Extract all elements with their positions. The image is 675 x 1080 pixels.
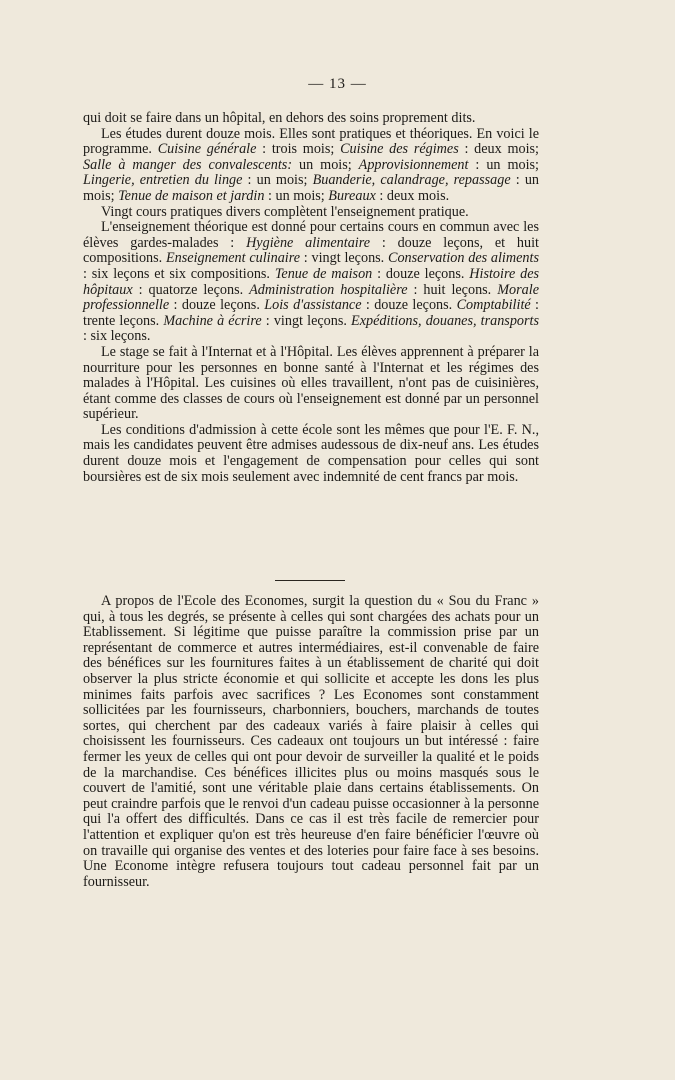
paragraph bbox=[83, 345, 539, 423]
text-run: : un mois; bbox=[83, 172, 540, 204]
section-ecole-economes bbox=[83, 111, 539, 485]
text-run: : six leçons et six compositions. bbox=[83, 265, 275, 282]
text-run: Le stage se fait à l'Internat et à l'Hôpital. Les élèves apprennent à préparer la nourriture pour les personnes en bonne santé à l'Internat et les régimes des malades à l'Hôpital. Les cuisines où elles travaillent, n'ont pas de cuisinières, étant comme des classes de cours où l'enseignement est donné par un personnel supérieur. bbox=[83, 343, 539, 423]
italic-run: Morale professionnelle bbox=[83, 281, 539, 314]
italic-run: Machine à écrire bbox=[163, 312, 262, 329]
text-run: A propos de l'Ecole des Economes, surgit la question du « Sou du Franc » qui, à tous les degrés, se présente à celles qui sont chargées des achats pour un Etablissement. Si légitime que puisse paraître la commission prise par un représentant de commerce et autres intermédiaires, est-il convenable de faire des bénéfices sur les fournitures faites à un établissement de charité qui doit observer la plus stricte économie et qui sollicite et accepte les dons les plus minimes faits parfois avec sacrifices ? Les Economes sont constamment sollicitées par les fournisseurs, charbonniers, bouchers, marchands de toutes sortes, qui cherchent par des cadeaux variés à faire plaisir à celles qui choisissent les fournisseurs. Ces cadeaux ont toujours un but intéressé : faire fermer les yeux de celles qui ont pour devoir de surveiller la qualité et le poids de la marchandise. Ces bénéfices illicites plus ou moins masqués sous le couvert de l'amitié, sont une véritable plaie dans certains établissements. On peut craindre parfois que le renvoi d'un cadeau puisse occasionner à la personne qui l'a offert des difficultés. Dans ce cas il est très facile de remercier pour l'attention et expliquer qu'on est très heureuse d'en faire bénéficier l'œuvre où on travaille qui organise des ventes et des loteries pour faire face à ses besoins. Une Econome intègre refusera toujours tout cadeau personnel fait par un fournisseur. bbox=[83, 593, 539, 890]
section-divider bbox=[275, 580, 345, 581]
text-run: : un mois; bbox=[264, 187, 329, 204]
text-run: : douze leçons. bbox=[169, 297, 265, 314]
text-run: : un mois; bbox=[242, 172, 313, 189]
text-run: qui doit se faire dans un hôpital, en dehors des soins proprement dits. bbox=[83, 110, 476, 126]
italic-run: Tenue de maison et jardin bbox=[118, 187, 265, 204]
paragraph bbox=[83, 111, 539, 127]
text-run: : un mois; bbox=[468, 156, 539, 173]
text-run: : vingt leçons. bbox=[261, 312, 352, 329]
paragraph bbox=[83, 594, 539, 890]
italic-run: Bureaux bbox=[328, 187, 376, 204]
page-number: — 13 — bbox=[308, 76, 367, 92]
italic-run: Cuisine des régimes bbox=[340, 141, 459, 158]
italic-run: Expéditions, douanes, transports bbox=[351, 312, 539, 329]
text-run: L'enseignement théorique est donné pour certains cours en commun avec les élèves gardes-malades : bbox=[83, 219, 539, 251]
italic-run: Hygiène alimentaire bbox=[246, 234, 371, 251]
section-sou-du-franc bbox=[83, 594, 539, 890]
italic-run: Approvisionnement bbox=[358, 156, 469, 173]
italic-run: Comptabilité bbox=[456, 297, 531, 314]
text-run: un mois; bbox=[292, 156, 359, 173]
paragraph bbox=[83, 127, 539, 205]
italic-run: Tenue de maison bbox=[274, 265, 373, 282]
text-run: : douze leçons. bbox=[372, 265, 470, 282]
italic-run: Conservation des aliments bbox=[388, 250, 539, 267]
text-run: Les études durent douze mois. Elles sont pratiques et théoriques. En voici le programme. bbox=[83, 125, 539, 158]
text-run: : huit leçons. bbox=[407, 281, 498, 298]
italic-run: Salle à manger des convalescents: bbox=[83, 156, 293, 173]
text-run: : trente leçons. bbox=[83, 297, 539, 329]
text-run: : six leçons. bbox=[83, 328, 151, 345]
paragraph bbox=[83, 205, 539, 221]
text-run: : douze leçons, et huit compositions. bbox=[83, 234, 539, 267]
italic-run: Histoire des hôpitaux bbox=[83, 265, 540, 298]
italic-run: Administration hospitalière bbox=[249, 281, 408, 298]
italic-run: Lois d'assistance bbox=[264, 297, 362, 314]
italic-run: Lingerie, entretien du linge bbox=[83, 172, 243, 189]
italic-run: Cuisine générale bbox=[157, 141, 257, 158]
text-run: : vingt leçons. bbox=[300, 250, 388, 267]
text-run: : trois mois; bbox=[256, 141, 341, 158]
text-run: : deux mois. bbox=[375, 187, 450, 204]
paragraph bbox=[83, 423, 539, 485]
text-run: : quatorze leçons. bbox=[132, 281, 250, 298]
italic-run: Buanderie, calandrage, repassage bbox=[312, 172, 511, 189]
text-run: : douze leçons. bbox=[361, 297, 457, 314]
italic-run: Enseignement culinaire bbox=[165, 250, 301, 267]
text-run: Les conditions d'admission à cette école sont les mêmes que pour l'E. F. N., mais les candidates peuvent être admises audessous de dix-neuf ans. Les études durent douze mois et l'engagement de compensation pour celles qui sont boursières est de six mois seulement avec indemnité de cent francs par mois. bbox=[83, 421, 539, 485]
text-run: Vingt cours pratiques divers complètent l'enseignement pratique. bbox=[101, 203, 469, 220]
text-run: : deux mois; bbox=[458, 141, 539, 158]
paragraph bbox=[83, 220, 539, 345]
